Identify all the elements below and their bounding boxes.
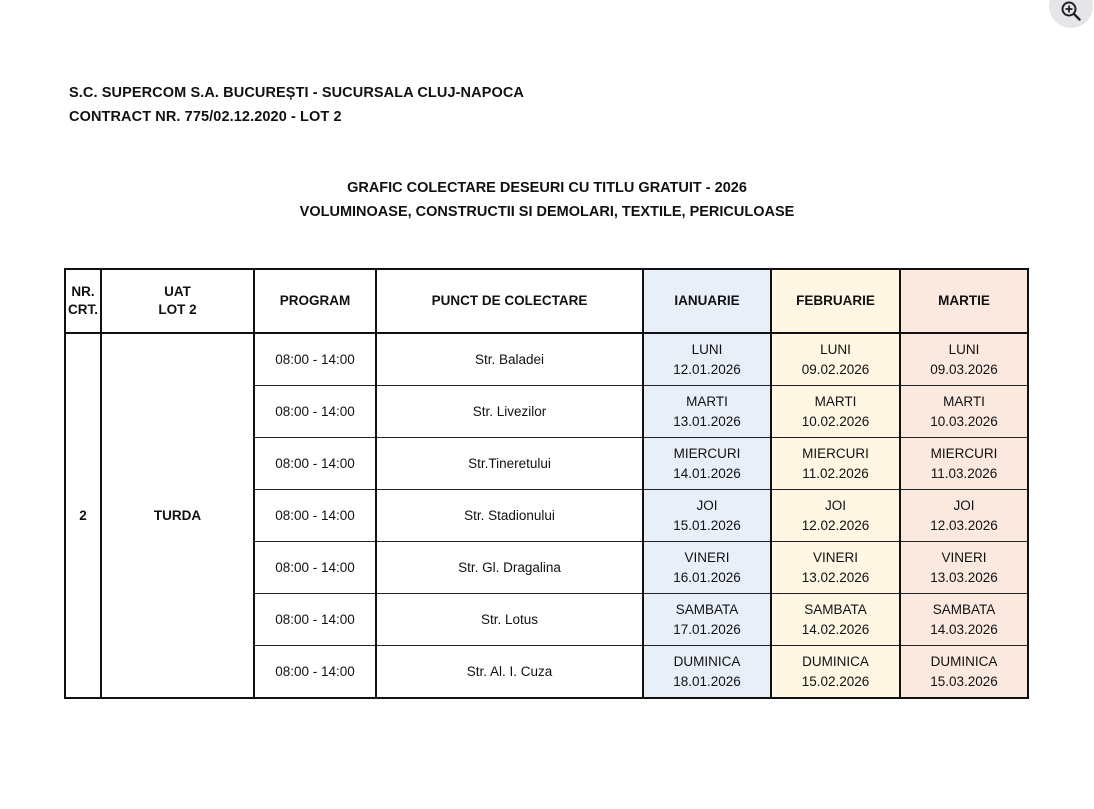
- uat-cell: TURDA: [101, 333, 254, 698]
- program-cell: 08:00 - 14:00: [254, 646, 376, 699]
- punct-cell: Str. Livezilor: [376, 386, 643, 438]
- ianuarie-cell: SAMBATA 17.01.2026: [643, 594, 771, 646]
- header-martie: MARTIE: [900, 269, 1028, 333]
- table-row: [65, 333, 1028, 386]
- punct-cell: Str. Baladei: [376, 333, 643, 386]
- program-cell: 08:00 - 14:00: [254, 386, 376, 438]
- zoom-in-icon: [1060, 0, 1082, 22]
- februarie-cell: DUMINICA 15.02.2026: [771, 646, 900, 699]
- martie-cell: JOI 12.03.2026: [900, 490, 1028, 542]
- header-uat: UAT LOT 2: [101, 269, 254, 333]
- ianuarie-cell: MARTI 13.01.2026: [643, 386, 771, 438]
- nr-crt-cell: 2: [65, 333, 101, 698]
- februarie-cell: VINERI 13.02.2026: [771, 542, 900, 594]
- februarie-cell: SAMBATA 14.02.2026: [771, 594, 900, 646]
- martie-cell: LUNI 09.03.2026: [900, 333, 1028, 386]
- martie-cell: SAMBATA 14.03.2026: [900, 594, 1028, 646]
- program-cell: 08:00 - 14:00: [254, 594, 376, 646]
- program-cell: 08:00 - 14:00: [254, 438, 376, 490]
- februarie-cell: LUNI 09.02.2026: [771, 333, 900, 386]
- header-punct-colectare: PUNCT DE COLECTARE: [376, 269, 643, 333]
- martie-cell: MARTI 10.03.2026: [900, 386, 1028, 438]
- punct-cell: Str. Lotus: [376, 594, 643, 646]
- header-februarie: FEBRUARIE: [771, 269, 900, 333]
- program-cell: 08:00 - 14:00: [254, 542, 376, 594]
- header-program: PROGRAM: [254, 269, 376, 333]
- februarie-cell: JOI 12.02.2026: [771, 490, 900, 542]
- company-line: S.C. SUPERCOM S.A. BUCUREȘTI - SUCURSALA CLUJ-NAPOCA: [69, 85, 524, 101]
- punct-cell: Str. Gl. Dragalina: [376, 542, 643, 594]
- ianuarie-cell: MIERCURI 14.01.2026: [643, 438, 771, 490]
- program-cell: 08:00 - 14:00: [254, 333, 376, 386]
- februarie-cell: MARTI 10.02.2026: [771, 386, 900, 438]
- zoom-in-button[interactable]: [1049, 0, 1093, 28]
- schedule-title: [0, 176, 1094, 224]
- ianuarie-cell: VINERI 16.01.2026: [643, 542, 771, 594]
- title-line-1: GRAFIC COLECTARE DESEURI CU TITLU GRATUIT - 2026: [347, 180, 747, 196]
- title-line-2: VOLUMINOASE, CONSTRUCTII SI DEMOLARI, TEXTILE, PERICULOASE: [299, 204, 795, 220]
- header-nr-crt: NR. CRT.: [65, 269, 101, 333]
- ianuarie-cell: DUMINICA 18.01.2026: [643, 646, 771, 699]
- martie-cell: DUMINICA 15.03.2026: [900, 646, 1028, 699]
- punct-cell: Str.Tineretului: [376, 438, 643, 490]
- table-header-row: [65, 269, 1028, 333]
- punct-cell: Str. Al. I. Cuza: [376, 646, 643, 699]
- februarie-cell: MIERCURI 11.02.2026: [771, 438, 900, 490]
- program-cell: 08:00 - 14:00: [254, 490, 376, 542]
- punct-cell: Str. Stadionului: [376, 490, 643, 542]
- document-header: [69, 81, 524, 129]
- ianuarie-cell: LUNI 12.01.2026: [643, 333, 771, 386]
- collection-schedule-table: [64, 268, 1029, 699]
- header-ianuarie: IANUARIE: [643, 269, 771, 333]
- ianuarie-cell: JOI 15.01.2026: [643, 490, 771, 542]
- martie-cell: MIERCURI 11.03.2026: [900, 438, 1028, 490]
- martie-cell: VINERI 13.03.2026: [900, 542, 1028, 594]
- contract-line: CONTRACT NR. 775/02.12.2020 - LOT 2: [69, 109, 342, 125]
